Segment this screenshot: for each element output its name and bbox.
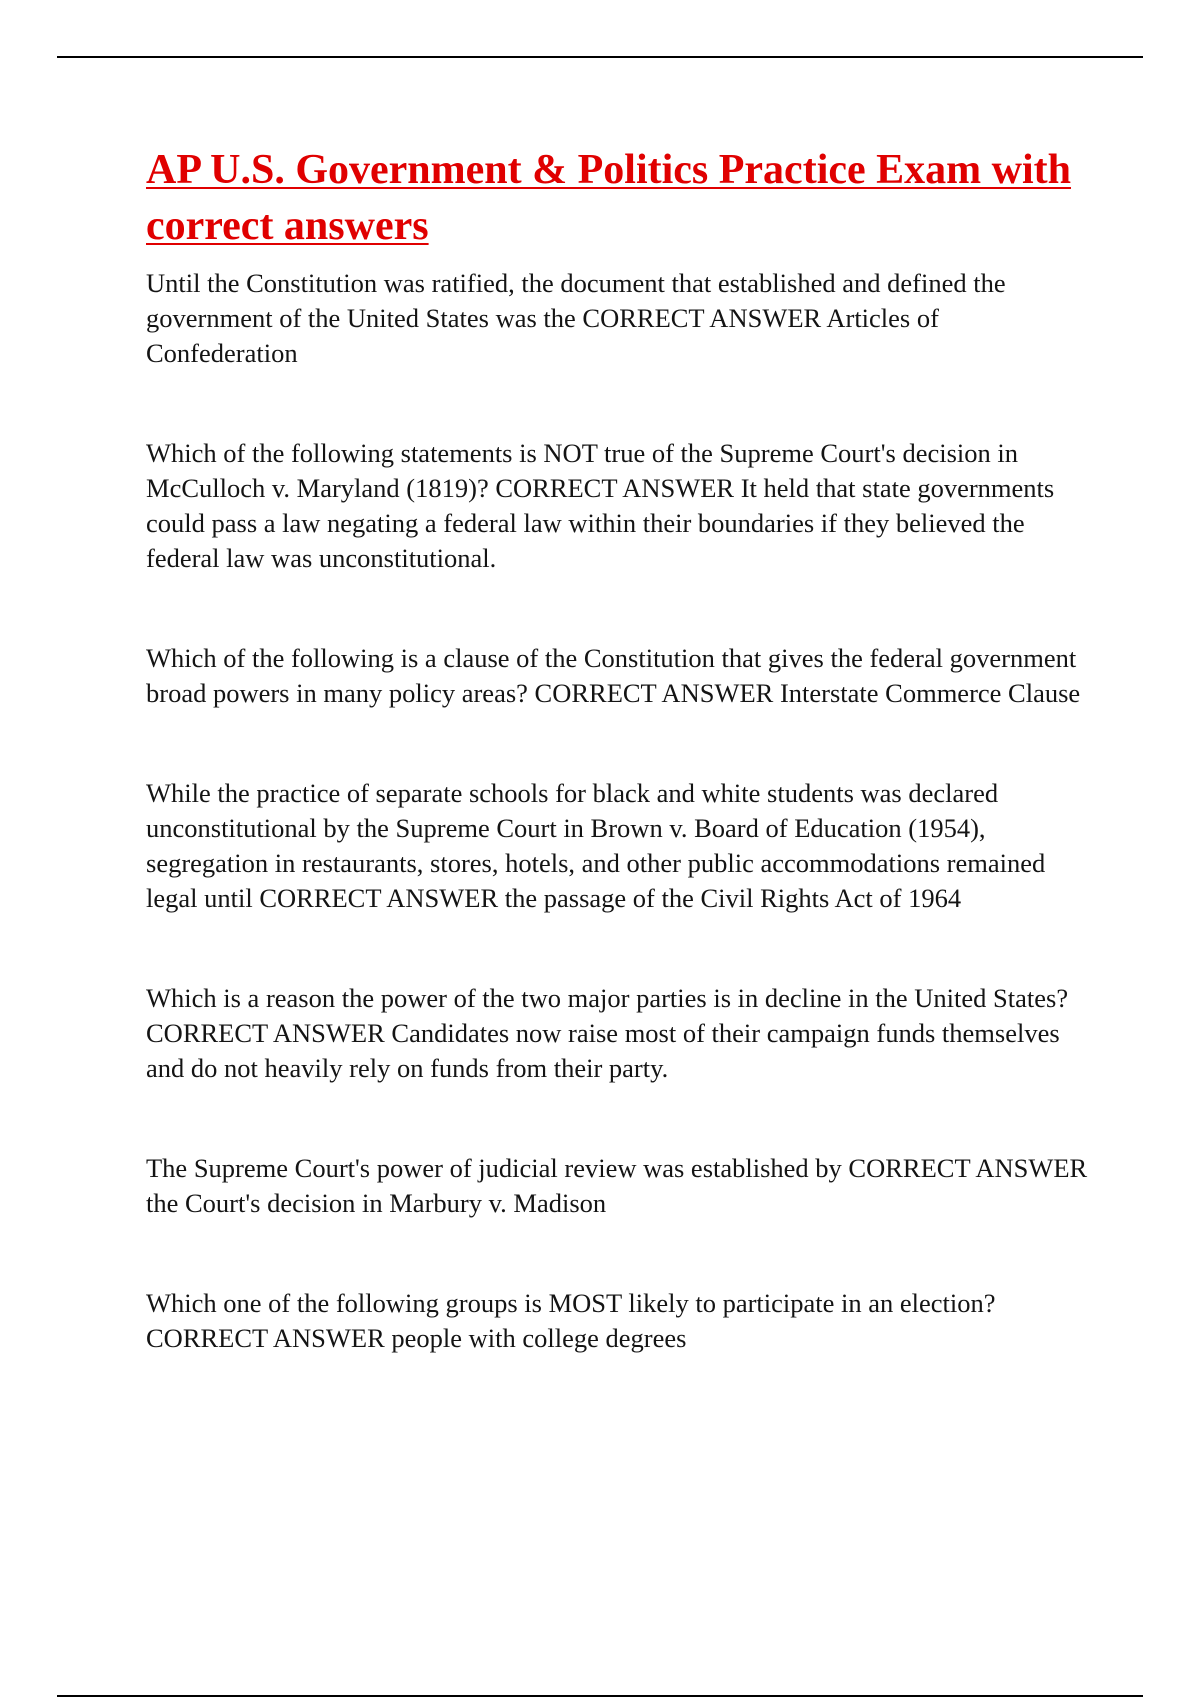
question-item: Until the Constitution was ratified, the document that established and defined the government of the United States was the CORRECT ANSWER Articles of Confederation xyxy=(146,268,1006,368)
header-rule xyxy=(57,56,1143,58)
question-item: The Supreme Court's power of judicial review was established by CORRECT ANSWER the Court's decision in Marbury v. Madison xyxy=(146,1153,1088,1218)
footer-rule xyxy=(57,1695,1143,1697)
question-item: Which of the following is a clause of the Constitution that gives the federal government broad powers in many policy areas? CORRECT ANSWER Interstate Commerce Clause xyxy=(146,643,1081,708)
question-list xyxy=(146,266,1091,1356)
question-item: Which is a reason the power of the two major parties is in decline in the United States? CORRECT ANSWER Candidates now raise most of their campaign funds themselves and do not heavily rely on funds from their party. xyxy=(146,983,1069,1083)
document-title: AP U.S. Government & Politics Practice Exam with correct answers xyxy=(146,147,1071,249)
question-item: Which of the following statements is NOT true of the Supreme Court's decision in McCulloch v. Maryland (1819)? CORRECT ANSWER It held that state governments could pass a law negating a federal law within their boundaries if they believed the federal law was unconstitutional. xyxy=(146,438,1055,573)
document-body xyxy=(146,142,1091,1356)
question-item: Which one of the following groups is MOST likely to participate in an election? CORRECT ANSWER people with college degrees xyxy=(146,1288,996,1353)
question-item: While the practice of separate schools for black and white students was declared unconstitutional by the Supreme Court in Brown v. Board of Education (1954), segregation in restaurants, stores, hotels, and other public accommodations remained legal until CORRECT ANSWER the passage of the Civil Rights Act of 1964 xyxy=(146,778,1046,913)
